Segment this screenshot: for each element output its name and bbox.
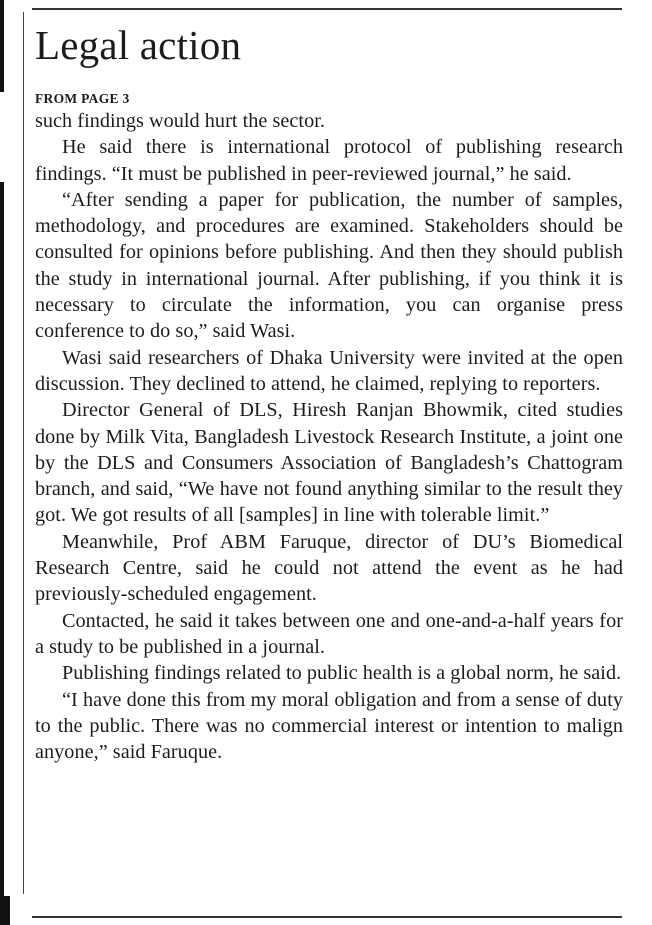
left-margin-bar-bottom <box>0 182 4 925</box>
bottom-left-block <box>0 896 10 925</box>
paragraph-3: “After sending a paper for publication, the number of samples, methodology, and procedures are examined. Stakeholders should be consulted for opinions before publishing. And then they should publish the study in international journal. After publishing, if you think it is necessary to circulate the information, you can organise press conference to do so,” said Wasi. <box>35 188 623 343</box>
paragraph-5: Director General of DLS, Hiresh Ranjan Bhowmik, cited studies done by Milk Vita, Bangladesh Livestock Research Institute, a joint one by the DLS and Consumers Association of Bangladesh’s Chattogram branch, and said, “We have not found anything similar to the result they got. We got results of all [samples] in line with tolerable limit.” <box>35 399 623 527</box>
left-margin-bar-top <box>0 0 4 92</box>
paragraph-6: Meanwhile, Prof ABM Faruque, director of DU’s Biomedical Research Centre, said he could not attend the event as he had previously-scheduled engagement. <box>35 530 623 606</box>
column-rule <box>23 12 24 894</box>
article <box>35 14 623 765</box>
paragraph-2: He said there is international protocol of publishing research findings. “It must be published in peer-reviewed journal,” he said. <box>35 136 623 185</box>
article-body <box>35 108 623 765</box>
headline: Legal action <box>35 22 242 68</box>
paragraph-7: Contacted, he said it takes between one and one-and-a-half years for a study to be published in a journal. <box>35 609 623 658</box>
jump-line: FROM PAGE 3 <box>35 91 130 106</box>
bottom-rule <box>32 916 622 918</box>
paragraph-9: “I have done this from my moral obligation and from a sense of duty to the public. There was no commercial interest or intention to malign anyone,” said Faruque. <box>35 688 623 764</box>
top-rule <box>32 8 622 10</box>
paragraph-8: Publishing findings related to public health is a global norm, he said. <box>62 662 622 685</box>
paragraph-1: such findings would hurt the sector. <box>35 110 325 132</box>
paragraph-4: Wasi said researchers of Dhaka University were invited at the open discussion. They declined to attend, he claimed, replying to reporters. <box>35 346 623 395</box>
